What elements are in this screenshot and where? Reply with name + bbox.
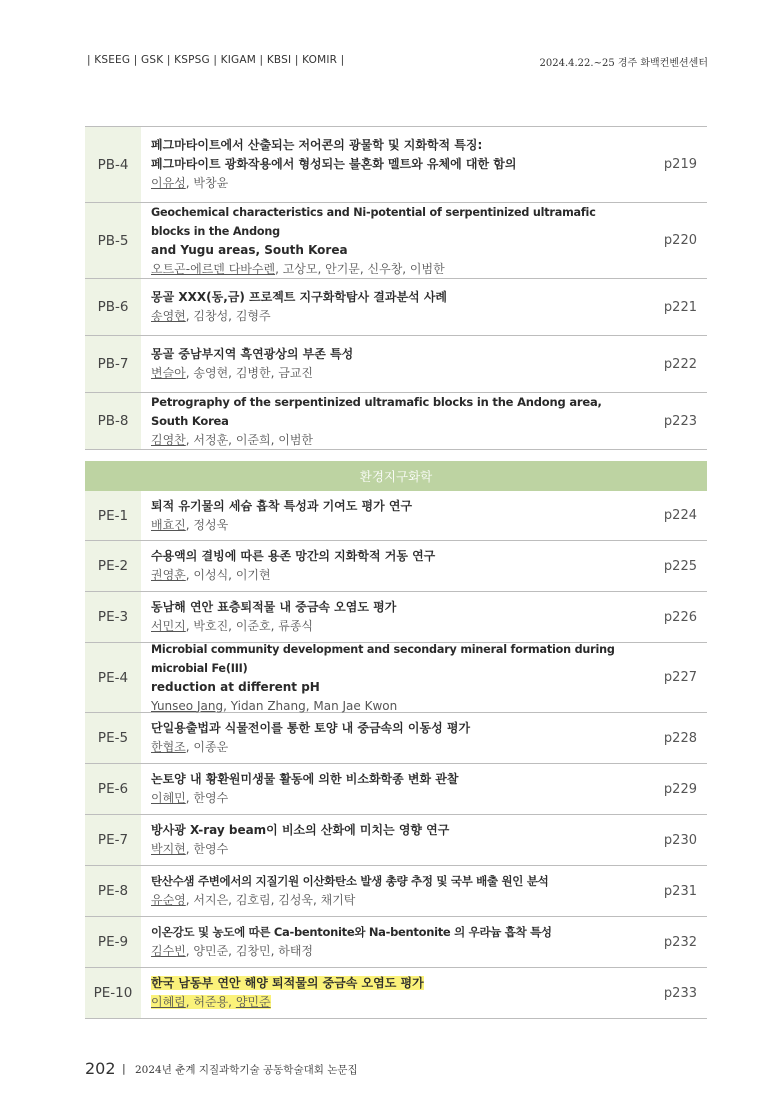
- footer-separator: |: [122, 1062, 126, 1075]
- presenter: Yunseo Jang: [151, 698, 224, 713]
- presenter: 박지현: [151, 842, 186, 856]
- entry-title: 수용액의 결빙에 따른 용존 망간의 지화학적 거동 연구: [151, 549, 436, 563]
- entry-code: PE-8: [85, 866, 141, 916]
- entry-code: PB-4: [85, 127, 141, 202]
- entry-code: PE-4: [85, 643, 141, 712]
- coauthors: , 정성욱: [185, 517, 229, 532]
- entry-code: PE-3: [85, 592, 141, 642]
- entry-title-highlighted: 한국 남동부 연안 해양 퇴적물의 중금속 오염도 평가: [151, 976, 424, 990]
- entry-code: PE-10: [85, 968, 141, 1018]
- proceedings-title: 2024년 춘계 지질과학기술 공동학술대회 논문집: [135, 1064, 358, 1076]
- table-row-highlighted: [85, 968, 707, 1019]
- entry-authors: [151, 174, 637, 193]
- entry-title-cont: 페그마타이트 광화작용에서 형성되는 불혼화 멜트와 유체에 대한 함의: [151, 157, 517, 171]
- event-date-venue: 2024.4.22.~25 경주 화백컨벤션센터: [539, 58, 708, 69]
- page-ref: p229: [663, 781, 697, 797]
- presenter: 한협조: [151, 740, 186, 754]
- table-row: [85, 917, 707, 968]
- page-header: [87, 54, 708, 70]
- coauthors: , Yidan Zhang, Man Jae Kwon: [223, 698, 398, 713]
- presenter: 배효진: [151, 517, 186, 532]
- entry-authors: [151, 260, 637, 279]
- coauthors: , 고상모, 안기문, 신우창, 이범한: [275, 261, 445, 276]
- entry-title: 몽골 중남부지역 흑연광상의 부존 특성: [151, 347, 354, 361]
- presenter: 서민지: [151, 619, 186, 633]
- entry-code: PE-9: [85, 917, 141, 967]
- entry-code: PE-1: [85, 491, 141, 540]
- entry-code: PE-5: [85, 713, 141, 763]
- entry-title: 페그마타이트에서 산출되는 저어콘의 광물학 및 지화학적 특징:: [151, 138, 483, 152]
- coauthors: , 한영수: [185, 842, 229, 856]
- page-ref: p233: [663, 985, 697, 1001]
- entry-authors: [151, 738, 637, 757]
- coauthors: , 송영현, 김병한, 금교진: [185, 366, 313, 380]
- presenter: 김수빈: [151, 944, 186, 958]
- table-row: [85, 713, 707, 764]
- presenter: 오트곤-에르덴 다바수렌: [151, 261, 276, 276]
- page-ref: p227: [663, 670, 697, 685]
- entry-title-cont: and Yugu areas, South Korea: [151, 242, 348, 257]
- coauthors: , 서지은, 김호림, 김성욱, 채기탁: [185, 893, 356, 907]
- page-ref: p224: [663, 508, 697, 523]
- entry-title: 이온강도 및 농도에 따른 Ca-bentonite와 Na-bentonite 의 우라늄 흡착 특성: [151, 925, 552, 939]
- table-row: [85, 643, 707, 713]
- entry-title: 동남해 연안 표층퇴적물 내 중금속 오염도 평가: [151, 600, 397, 614]
- presenter: 권영훈: [151, 568, 186, 582]
- page-ref: p221: [663, 299, 697, 315]
- table-row: [85, 203, 707, 279]
- page-number: 202: [85, 1059, 116, 1078]
- table-row: [85, 279, 707, 336]
- presenter: 이혜림: [151, 995, 186, 1009]
- entry-title: 몽골 XXX(동,금) 프로젝트 지구화학탐사 결과분석 사례: [151, 290, 448, 304]
- entry-code: PE-2: [85, 541, 141, 591]
- table-row: [85, 336, 707, 393]
- entry-title: 단일용출법과 식물전이를 통한 토양 내 중금속의 이동성 평가: [151, 721, 471, 735]
- entry-title: 방사광 X-ray beam이 비소의 산화에 미치는 영향 연구: [151, 823, 450, 837]
- page-ref: p219: [663, 157, 697, 172]
- presenter: 송영현: [151, 309, 186, 323]
- poster-table-pb: [85, 126, 707, 450]
- coauthors: , 서정훈, 이준희, 이범한: [185, 432, 313, 447]
- coauthors: , 허준용,: [185, 995, 236, 1009]
- coauthors: , 김창성, 김형주: [185, 309, 271, 323]
- table-row: [85, 764, 707, 815]
- entry-authors: [151, 617, 637, 636]
- entry-title: 논토양 내 황환원미생물 활동에 의한 비소화학종 변화 관찰: [151, 772, 459, 786]
- coauthors: , 양민준, 김창민, 하태정: [185, 944, 313, 958]
- page-ref: p223: [663, 413, 697, 429]
- entry-authors: [151, 431, 637, 450]
- table-row: [85, 127, 707, 203]
- presenter: 변슬아: [151, 366, 186, 380]
- entry-code: PE-6: [85, 764, 141, 814]
- table-row: [85, 541, 707, 592]
- entry-title: Petrography of the serpentinized ultramafic blocks in the Andong area, South Korea: [151, 394, 602, 428]
- society-list: | KSEEG | GSK | KSPSG | KIGAM | KBSI | KOMIR |: [87, 54, 345, 66]
- entry-code: PE-7: [85, 815, 141, 865]
- page-ref: p230: [663, 832, 697, 848]
- entry-authors: [151, 891, 637, 910]
- entry-authors: [151, 789, 637, 808]
- entry-code: PB-7: [85, 336, 141, 392]
- table-row: [85, 815, 707, 866]
- entry-title-cont: reduction at different pH: [151, 679, 320, 694]
- highlighted-author: 양민준: [235, 995, 271, 1009]
- entry-code: PB-8: [85, 393, 141, 449]
- page-ref: p225: [663, 558, 697, 574]
- entry-authors: [151, 993, 637, 1012]
- entry-code: PB-5: [85, 203, 141, 278]
- page-ref: p220: [663, 233, 697, 248]
- section-header: 환경지구화학: [85, 461, 707, 491]
- entry-authors: [151, 566, 637, 585]
- presenter: 김영찬: [151, 432, 186, 447]
- poster-table-pe: [85, 491, 707, 1019]
- entry-authors: [151, 942, 637, 961]
- entry-authors: [151, 307, 637, 326]
- presenter: 이유성: [151, 176, 186, 190]
- entry-title: Geochemical characteristics and Ni-potential of serpentinized ultramafic blocks in the Andong: [151, 205, 596, 238]
- entry-title: 탄산수샘 주변에서의 지질기원 이산화탄소 발생 총량 추정 및 국부 배출 원인 분석: [151, 874, 549, 888]
- entry-authors: [151, 516, 637, 535]
- presenter: 이혜민: [151, 791, 186, 805]
- table-row: [85, 866, 707, 917]
- table-row: [85, 491, 707, 541]
- entry-title: 퇴적 유기물의 세슘 흡착 특성과 기여도 평가 연구: [151, 498, 413, 513]
- coauthors: , 박창윤: [185, 176, 229, 190]
- page-ref: p222: [663, 356, 697, 372]
- page-ref: p231: [663, 883, 697, 899]
- entry-title: Microbial community development and secondary mineral formation during microbial Fe(III): [151, 642, 615, 675]
- coauthors: , 한영수: [185, 791, 229, 805]
- entry-authors: [151, 364, 637, 383]
- coauthors: , 이종운: [185, 740, 229, 754]
- page-ref: p232: [663, 934, 697, 950]
- page-ref: p226: [663, 609, 697, 625]
- coauthors: , 이성식, 이기현: [185, 568, 271, 582]
- entry-authors: [151, 840, 637, 859]
- page-ref: p228: [663, 730, 697, 746]
- presenter: 유순영: [151, 893, 186, 907]
- entry-code: PB-6: [85, 279, 141, 335]
- coauthors: , 박호진, 이준호, 류종식: [185, 619, 313, 633]
- table-row: [85, 592, 707, 643]
- table-row: [85, 393, 707, 450]
